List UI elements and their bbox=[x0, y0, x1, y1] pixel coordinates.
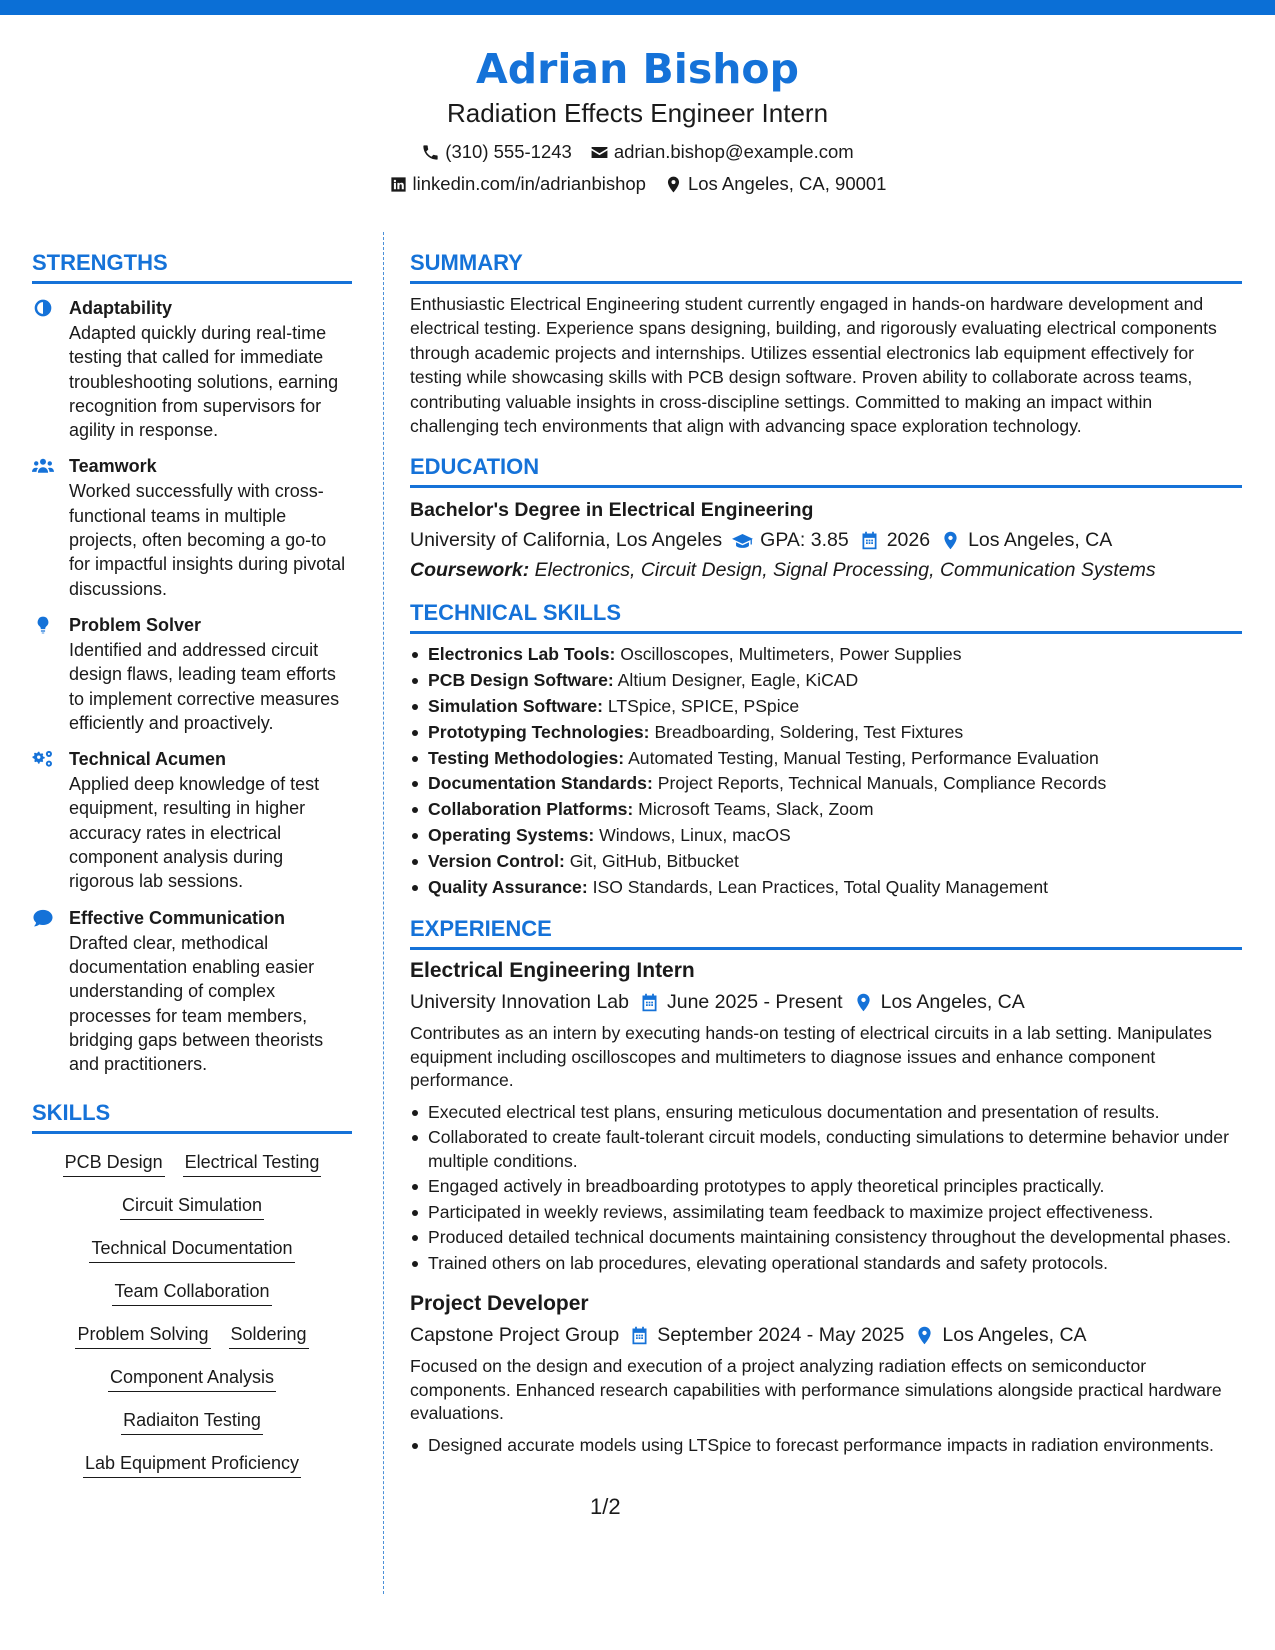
calendar-icon bbox=[859, 530, 880, 551]
strength-item bbox=[32, 906, 352, 1077]
map-pin-icon bbox=[664, 175, 683, 194]
list-item: Quality Assurance: ISO Standards, Lean Practices, Total Quality Management bbox=[410, 875, 1242, 901]
job-org: Capstone Project Group bbox=[410, 1324, 620, 1347]
skill-chip: Lab Equipment Proficiency bbox=[83, 1451, 301, 1478]
skill-chip: Radiaiton Testing bbox=[121, 1408, 263, 1435]
skill-chip: PCB Design bbox=[63, 1150, 165, 1177]
skill-chip: Soldering bbox=[229, 1322, 309, 1349]
strength-item bbox=[32, 454, 352, 600]
skill-chip: Problem Solving bbox=[75, 1322, 210, 1349]
strength-title: Technical Acumen bbox=[69, 749, 227, 770]
job-dates: September 2024 - May 2025 bbox=[657, 1324, 905, 1347]
list-item: Prototyping Technologies: Breadboarding, Soldering, Test Fixtures bbox=[410, 720, 1242, 746]
skills-list bbox=[32, 1150, 352, 1478]
list-item: Operating Systems: Windows, Linux, macOS bbox=[410, 823, 1242, 849]
users-icon bbox=[32, 456, 54, 476]
list-item: Engaged actively in breadboarding prototypes to apply theoretical principles practically. bbox=[410, 1175, 1242, 1199]
phone-icon bbox=[421, 143, 440, 162]
job-location: Los Angeles, CA bbox=[942, 1324, 1087, 1347]
candidate-name: Adrian Bishop bbox=[476, 45, 799, 93]
list-item: Trained others on lab procedures, elevating operational standards and safety protocols. bbox=[410, 1252, 1242, 1276]
calendar-icon bbox=[629, 1325, 650, 1346]
right-column bbox=[410, 248, 1242, 1457]
graduation-cap-icon bbox=[732, 530, 753, 551]
job-bullets bbox=[410, 1101, 1242, 1276]
list-item: Electronics Lab Tools: Oscilloscopes, Multimeters, Power Supplies bbox=[410, 642, 1242, 668]
experience-heading: EXPERIENCE bbox=[410, 914, 1242, 950]
list-item: Version Control: Git, GitHub, Bitbucket bbox=[410, 849, 1242, 875]
technical-skills-list bbox=[410, 642, 1242, 900]
job-location: Los Angeles, CA bbox=[880, 991, 1025, 1014]
strength-title: Problem Solver bbox=[69, 614, 202, 635]
coursework-label: Coursework: bbox=[410, 559, 530, 582]
list-item: Collaboration Platforms: Microsoft Teams, Slack, Zoom bbox=[410, 797, 1242, 823]
strength-desc: Adapted quickly during real-time testing that called for immediate troubleshooting solutions, earning recognition from supervisors for agility in response. bbox=[69, 323, 339, 441]
email-contact bbox=[590, 140, 854, 164]
lightbulb-icon bbox=[32, 615, 54, 635]
strength-item bbox=[32, 296, 352, 442]
page-number: 1/2 bbox=[590, 1494, 621, 1519]
job-description: Contributes as an intern by executing hands-on testing of electrical circuits in a lab setting. Manipulates equipment including oscilloscopes and multimeters to diagnose issues and enhance component performance. bbox=[410, 1023, 1212, 1091]
gpa-text: GPA: 3.85 bbox=[760, 529, 849, 552]
linkedin-contact bbox=[389, 172, 646, 196]
list-item: PCB Design Software: Altium Designer, Eagle, KiCAD bbox=[410, 668, 1242, 694]
map-pin-icon bbox=[914, 1325, 935, 1346]
job-bullets bbox=[410, 1434, 1242, 1458]
skills-heading: SKILLS bbox=[32, 1098, 352, 1134]
list-item: Participated in weekly reviews, assimilating team feedback to maximize project effectiveness. bbox=[410, 1201, 1242, 1225]
speech-bubble-icon bbox=[32, 908, 54, 928]
job-dates: June 2025 - Present bbox=[666, 991, 843, 1014]
strength-desc: Drafted clear, methodical documentation enabling easier understanding of complex processes for team members, bridging gaps between theorists and practitioners. bbox=[69, 932, 324, 1075]
job-org: University Innovation Lab bbox=[410, 991, 629, 1014]
skill-chip: Team Collaboration bbox=[112, 1279, 271, 1306]
list-item: Executed electrical test plans, ensuring meticulous documentation and presentation of results. bbox=[410, 1101, 1242, 1125]
skill-chip: Technical Documentation bbox=[89, 1236, 294, 1263]
strength-item bbox=[32, 747, 352, 893]
linkedin-text: linkedin.com/in/adrianbishop bbox=[412, 173, 646, 194]
email-text: adrian.bishop@example.com bbox=[613, 141, 854, 162]
skill-chip: Circuit Simulation bbox=[120, 1193, 264, 1220]
degree-title: Bachelor's Degree in Electrical Engineering bbox=[410, 499, 814, 522]
job-title: Project Developer bbox=[410, 1292, 589, 1316]
list-item: Collaborated to create fault-tolerant circuit models, conducting simulations to determine behavior under multiple conditions. bbox=[410, 1126, 1242, 1173]
location-contact bbox=[664, 172, 887, 196]
top-accent-bar bbox=[0, 0, 1275, 15]
list-item: Documentation Standards: Project Reports, Technical Manuals, Compliance Records bbox=[410, 771, 1242, 797]
phone-contact bbox=[421, 140, 572, 164]
job-meta bbox=[410, 1321, 1242, 1349]
candidate-role: Radiation Effects Engineer Intern bbox=[446, 98, 829, 128]
summary-text: Enthusiastic Electrical Engineering student currently engaged in hands-on hardware development and electrical testing. Experience spans designing, building, and rigorously evaluating electrical components through academic projects and internships. Utilizes essential electronics lab equipment effectively for testing while showcasing skills with PCB design software. Proven ability to collaborate across teams, contributing valuable insights in cross-discipline settings. Committed to making an impact within challenging tech environments that align with advancing space exploration technology. bbox=[410, 294, 1217, 437]
strength-title: Teamwork bbox=[69, 456, 157, 477]
resume-header bbox=[0, 44, 1275, 196]
linkedin-icon bbox=[389, 175, 408, 194]
job-meta bbox=[410, 988, 1242, 1016]
map-pin-icon bbox=[940, 530, 961, 551]
summary-heading: SUMMARY bbox=[410, 248, 1242, 284]
strength-desc: Applied deep knowledge of test equipment, resulting in higher accuracy rates in electrical component analysis during rigorous lab sessions. bbox=[69, 774, 320, 892]
list-item: Testing Methodologies: Automated Testing, Manual Testing, Performance Evaluation bbox=[410, 746, 1242, 772]
education-meta bbox=[410, 526, 1242, 554]
contact-row-2 bbox=[0, 172, 1275, 196]
education-heading: EDUCATION bbox=[410, 452, 1242, 488]
coursework-list: Electronics, Circuit Design, Signal Processing, Communication Systems bbox=[534, 559, 1156, 582]
strength-title: Effective Communication bbox=[69, 907, 286, 928]
phone-text: (310) 555-1243 bbox=[445, 141, 572, 162]
strength-title: Adaptability bbox=[69, 298, 173, 318]
strength-item bbox=[32, 613, 352, 735]
list-item: Designed accurate models using LTSpice to forecast performance impacts in radiation environments. bbox=[410, 1434, 1242, 1458]
list-item: Produced detailed technical documents maintaining consistency throughout the developmental phases. bbox=[410, 1226, 1242, 1250]
half-circle-icon bbox=[32, 298, 54, 318]
coursework bbox=[410, 556, 1242, 584]
column-divider bbox=[383, 232, 384, 1594]
job-title: Electrical Engineering Intern bbox=[410, 959, 695, 983]
envelope-icon bbox=[590, 143, 609, 162]
location-text: Los Angeles, CA, 90001 bbox=[687, 173, 887, 194]
strengths-heading: STRENGTHS bbox=[32, 248, 352, 284]
technical-skills-heading: TECHNICAL SKILLS bbox=[410, 598, 1242, 634]
grad-year: 2026 bbox=[886, 529, 931, 552]
contact-row-1 bbox=[0, 140, 1275, 164]
map-pin-icon bbox=[853, 992, 874, 1013]
strength-desc: Worked successfully with cross-functional teams in multiple projects, often becoming a go-to for impactful insights during pivotal discussions. bbox=[69, 481, 346, 599]
gears-icon bbox=[32, 749, 54, 769]
list-item: Simulation Software: LTSpice, SPICE, PSpice bbox=[410, 694, 1242, 720]
school-location: Los Angeles, CA bbox=[968, 529, 1113, 552]
job-description: Focused on the design and execution of a project analyzing radiation effects on semiconductor components. Enhanced research capabilities with performance simulations alongside practical hardware evaluations. bbox=[410, 1356, 1222, 1424]
skill-chip: Electrical Testing bbox=[183, 1150, 322, 1177]
skill-chip: Component Analysis bbox=[108, 1365, 276, 1392]
strength-desc: Identified and addressed circuit design flaws, leading team efforts to implement corrective measures efficiently and proactively. bbox=[69, 639, 340, 733]
calendar-icon bbox=[639, 992, 660, 1013]
school-name: University of California, Los Angeles bbox=[410, 529, 723, 552]
left-column bbox=[32, 248, 352, 1478]
